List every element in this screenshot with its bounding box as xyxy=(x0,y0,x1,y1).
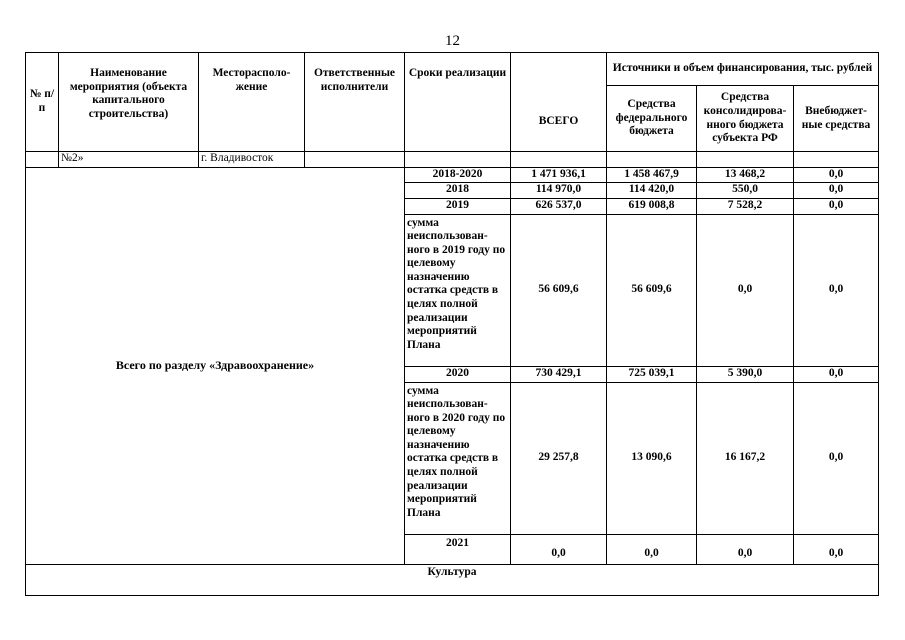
row-period: 2021 xyxy=(405,534,511,564)
row-regional: 5 390,0 xyxy=(697,366,794,382)
header-num: № п/п xyxy=(26,53,59,152)
row-federal: 13 090,6 xyxy=(607,382,697,534)
continuation-terms xyxy=(405,152,511,168)
page-number: 12 xyxy=(445,33,460,49)
row-regional: 7 528,2 xyxy=(697,198,794,214)
header-sources-group: Источники и объем финансирования, тыс. рублей xyxy=(607,53,879,86)
row-total: 626 537,0 xyxy=(511,198,607,214)
header-total: ВСЕГО xyxy=(511,53,607,152)
continuation-extra xyxy=(794,152,879,168)
row-period: 2018 xyxy=(405,182,511,198)
row-period-note: сумма неиспользован-ного в 2019 году по целевому назначению остатка средств в целях полной реализации мероприятий Плана xyxy=(405,214,511,366)
row-total: 1 471 936,1 xyxy=(511,167,607,182)
header-responsible: Ответственные исполнители xyxy=(305,53,405,152)
row-total: 29 257,8 xyxy=(511,382,607,534)
row-total: 56 609,6 xyxy=(511,214,607,366)
row-total: 114 970,0 xyxy=(511,182,607,198)
row-regional: 0,0 xyxy=(697,214,794,366)
row-extra: 0,0 xyxy=(794,167,879,182)
continuation-location: г. Владивосток xyxy=(199,152,305,168)
total-section-label: Всего по разделу «Здравоохранение» xyxy=(26,167,405,564)
financing-table xyxy=(25,52,879,596)
row-period-note: сумма неиспользован-ного в 2020 году по целевому назначению остатка средств в целях полной реализации мероприятий Плана xyxy=(405,382,511,534)
header-federal: Средства федерального бюджета xyxy=(607,86,697,152)
row-federal: 114 420,0 xyxy=(607,182,697,198)
continuation-regional xyxy=(697,152,794,168)
row-regional: 0,0 xyxy=(697,534,794,564)
row-extra: 0,0 xyxy=(794,382,879,534)
row-federal: 725 039,1 xyxy=(607,366,697,382)
row-federal: 56 609,6 xyxy=(607,214,697,366)
row-federal: 0,0 xyxy=(607,534,697,564)
continuation-num xyxy=(26,152,59,168)
row-extra: 0,0 xyxy=(794,366,879,382)
row-extra: 0,0 xyxy=(794,534,879,564)
row-regional: 16 167,2 xyxy=(697,382,794,534)
row-total: 0,0 xyxy=(511,534,607,564)
continuation-total xyxy=(511,152,607,168)
continuation-name: №2» xyxy=(59,152,199,168)
header-extra: Внебюджет-ные средства xyxy=(794,86,879,152)
row-extra: 0,0 xyxy=(794,182,879,198)
section-heading-culture: Культура xyxy=(26,564,879,595)
row-regional: 550,0 xyxy=(697,182,794,198)
header-name: Наименование мероприятия (объекта капитального строительства) xyxy=(59,53,199,152)
row-extra: 0,0 xyxy=(794,198,879,214)
header-regional: Средства консолидирова-нного бюджета субъекта РФ xyxy=(697,86,794,152)
row-period: 2019 xyxy=(405,198,511,214)
row-total: 730 429,1 xyxy=(511,366,607,382)
header-location: Месторасполо-жение xyxy=(199,53,305,152)
continuation-federal xyxy=(607,152,697,168)
row-federal: 619 008,8 xyxy=(607,198,697,214)
row-regional: 13 468,2 xyxy=(697,167,794,182)
continuation-responsible xyxy=(305,152,405,168)
header-terms: Сроки реализации xyxy=(405,53,511,152)
row-extra: 0,0 xyxy=(794,214,879,366)
table-row xyxy=(26,167,879,182)
row-federal: 1 458 467,9 xyxy=(607,167,697,182)
row-period: 2020 xyxy=(405,366,511,382)
row-period: 2018-2020 xyxy=(405,167,511,182)
